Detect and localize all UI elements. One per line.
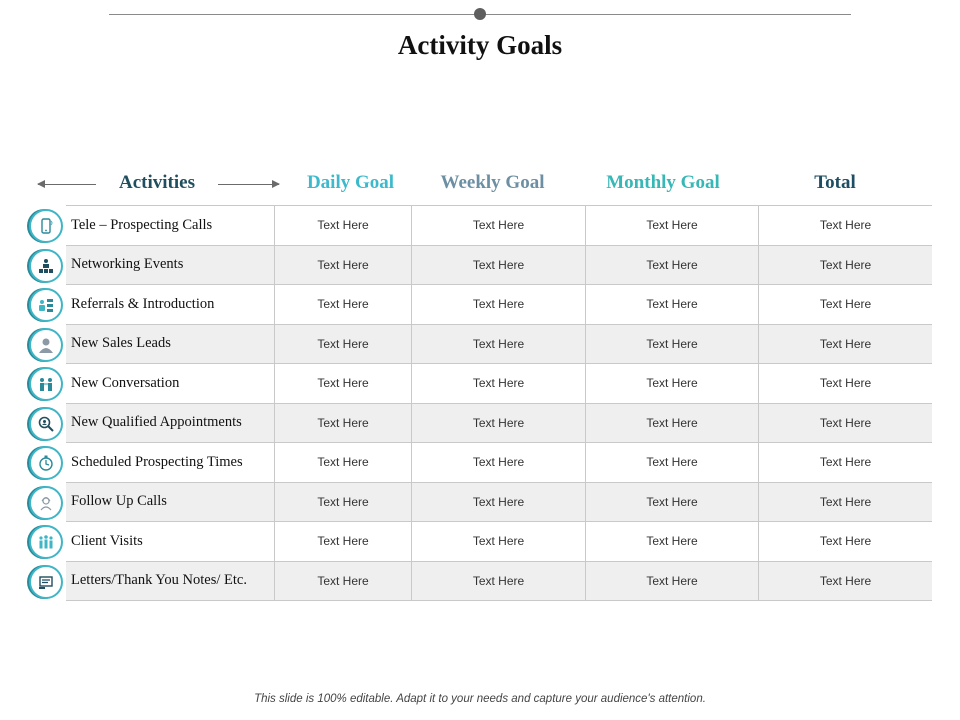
monthly-goal-cell[interactable]: Text Here: [586, 522, 759, 561]
conversation-icon: [29, 367, 63, 401]
group-icon: [29, 525, 63, 559]
weekly-goal-cell[interactable]: Text Here: [412, 285, 586, 324]
table-row: [66, 404, 932, 444]
page-title: Activity Goals: [397, 30, 563, 60]
monthly-goal-cell[interactable]: Text Here: [586, 246, 759, 285]
column-header-row: [0, 172, 960, 200]
activity-label: Client Visits: [66, 522, 275, 561]
activity-label: New Conversation: [66, 364, 275, 403]
table-row: [66, 364, 932, 404]
monthly-goal-cell[interactable]: Text Here: [586, 483, 759, 522]
weekly-goal-cell[interactable]: Text Here: [412, 522, 586, 561]
table-row: [66, 206, 932, 246]
daily-goal-cell[interactable]: Text Here: [275, 404, 412, 443]
monthly-goal-cell[interactable]: Text Here: [586, 285, 759, 324]
total-cell[interactable]: Text Here: [819, 376, 872, 391]
daily-goal-cell[interactable]: Text Here: [275, 206, 412, 245]
clock-icon: [29, 446, 63, 480]
activity-label: Letters/Thank You Notes/ Etc.: [66, 562, 275, 601]
daily-goal-cell[interactable]: Text Here: [275, 562, 412, 601]
monthly-goal-cell[interactable]: Text Here: [586, 364, 759, 403]
weekly-goal-cell[interactable]: Text Here: [412, 206, 586, 245]
header-total: Total: [814, 172, 856, 193]
total-cell[interactable]: Text Here: [819, 534, 872, 549]
table-row: [66, 325, 932, 365]
total-cell[interactable]: Text Here: [819, 494, 872, 509]
search-person-icon: [29, 407, 63, 441]
daily-goal-cell[interactable]: Text Here: [275, 246, 412, 285]
table-row: [66, 285, 932, 325]
activity-label: Tele – Prospecting Calls: [66, 206, 275, 245]
header-activities: Activities: [119, 172, 195, 193]
left-arrow-icon: [38, 184, 96, 185]
activity-label: Referrals & Introduction: [66, 285, 275, 324]
total-cell[interactable]: Text Here: [819, 257, 872, 272]
monthly-goal-cell[interactable]: Text Here: [586, 562, 759, 601]
user-icon: [29, 328, 63, 362]
weekly-goal-cell[interactable]: Text Here: [412, 325, 586, 364]
weekly-goal-cell[interactable]: Text Here: [412, 404, 586, 443]
activity-label: New Qualified Appointments: [66, 404, 275, 443]
monthly-goal-cell[interactable]: Text Here: [586, 325, 759, 364]
network-icon: [29, 249, 63, 283]
weekly-goal-cell[interactable]: Text Here: [412, 483, 586, 522]
referral-icon: [29, 288, 63, 322]
monthly-goal-cell[interactable]: Text Here: [586, 443, 759, 482]
daily-goal-cell[interactable]: Text Here: [275, 483, 412, 522]
table-row: [66, 483, 932, 523]
monthly-goal-cell[interactable]: Text Here: [586, 404, 759, 443]
headset-icon: [29, 486, 63, 520]
total-cell[interactable]: Text Here: [819, 218, 872, 233]
total-cell[interactable]: Text Here: [819, 297, 872, 312]
daily-goal-cell[interactable]: Text Here: [275, 364, 412, 403]
footer-note: This slide is 100% editable. Adapt it to your needs and capture your audience's attention.: [254, 693, 706, 705]
activity-label: Networking Events: [66, 246, 275, 285]
table-row: [66, 562, 932, 602]
weekly-goal-cell[interactable]: Text Here: [412, 443, 586, 482]
weekly-goal-cell[interactable]: Text Here: [412, 364, 586, 403]
activity-label: Scheduled Prospecting Times: [66, 443, 275, 482]
header-monthly-goal: Monthly Goal: [606, 172, 720, 193]
weekly-goal-cell[interactable]: Text Here: [412, 562, 586, 601]
total-cell[interactable]: Text Here: [819, 336, 872, 351]
right-arrow-icon: [218, 184, 279, 185]
daily-goal-cell[interactable]: Text Here: [275, 325, 412, 364]
table-row: [66, 443, 932, 483]
table-row: [66, 522, 932, 562]
activity-label: New Sales Leads: [66, 325, 275, 364]
total-cell[interactable]: Text Here: [819, 455, 872, 470]
daily-goal-cell[interactable]: Text Here: [275, 522, 412, 561]
weekly-goal-cell[interactable]: Text Here: [412, 246, 586, 285]
header-weekly-goal: Weekly Goal: [440, 172, 545, 193]
daily-goal-cell[interactable]: Text Here: [275, 285, 412, 324]
activity-goals-table: [66, 205, 932, 601]
header-daily-goal: Daily Goal: [306, 172, 395, 193]
total-cell[interactable]: Text Here: [819, 573, 872, 588]
daily-goal-cell[interactable]: Text Here: [275, 443, 412, 482]
letter-icon: [29, 565, 63, 599]
top-divider-dot: [474, 8, 486, 20]
phone-icon: [29, 209, 63, 243]
table-row: [66, 246, 932, 286]
activity-label: Follow Up Calls: [66, 483, 275, 522]
total-cell[interactable]: Text Here: [819, 415, 872, 430]
monthly-goal-cell[interactable]: Text Here: [586, 206, 759, 245]
